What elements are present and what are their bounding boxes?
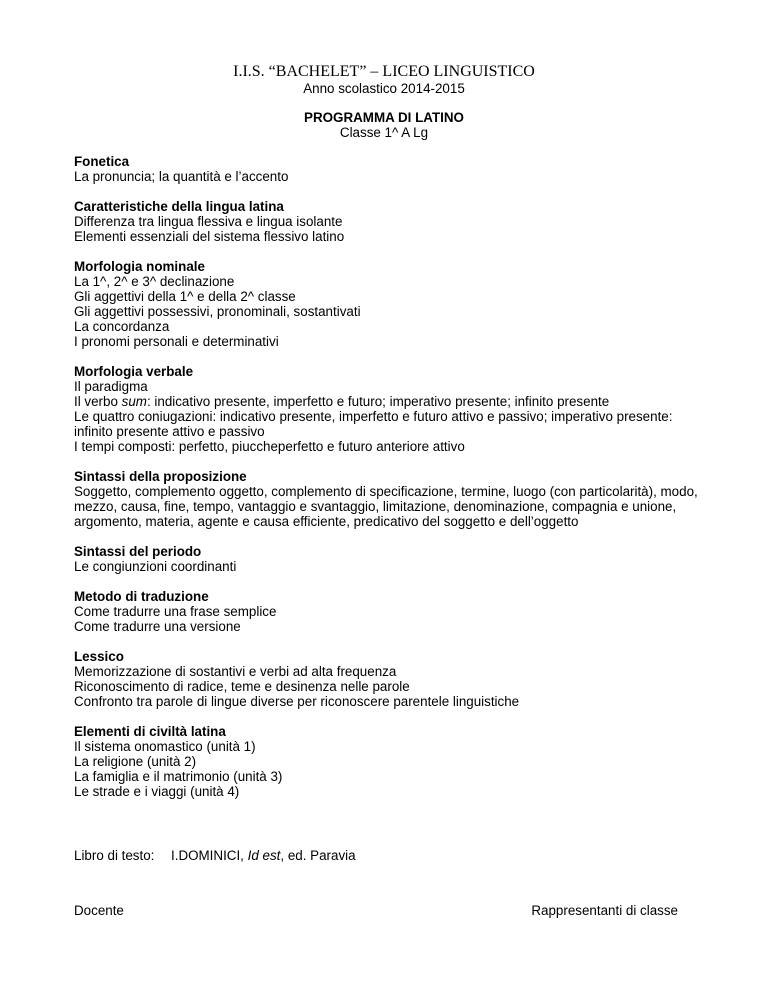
class-line: Classe 1^ A Lg: [339, 125, 429, 140]
section-line: Soggetto, complemento oggetto, complemento di specificazione, termine, luogo (con particolarità), modo, mezzo, causa, fine, tempo, vantaggio e svantaggio, limitazione, denominazione, compagnia e unione, argomento, materia, agente e causa efficiente, predicativo del soggetto e dell’oggetto: [74, 484, 698, 529]
section-line: I pronomi personali e determinativi: [74, 334, 279, 349]
section-civilta-latina: [74, 724, 714, 799]
section-line: Le strade e i viaggi (unità 4): [74, 784, 240, 799]
section-line: La 1^, 2^ e 3^ declinazione: [74, 274, 235, 289]
section-line: Le congiunzioni coordinanti: [74, 559, 237, 574]
section-metodo-traduzione: [74, 589, 714, 634]
program-title: PROGRAMMA DI LATINO: [304, 110, 464, 125]
section-morfologia-nominale: [74, 259, 714, 349]
section-title: Elementi di civiltà latina: [74, 724, 226, 739]
section-line: Il paradigma: [74, 379, 148, 394]
section-title: Lessico: [74, 649, 124, 664]
school-name: I.I.S. “BACHELET” – LICEO LINGUISTICO: [233, 63, 535, 80]
textbook-line: [74, 848, 714, 863]
section-line: Il sistema onomastico (unità 1): [74, 739, 256, 754]
section-line: [74, 394, 714, 409]
program-content: [74, 154, 714, 814]
line-text: Il verbo: [74, 394, 122, 409]
section-line: Come tradurre una versione: [74, 619, 241, 634]
section-title: Metodo di traduzione: [74, 589, 209, 604]
verb-sum: sum: [121, 394, 147, 409]
section-title: Fonetica: [74, 154, 130, 169]
section-line: Come tradurre una frase semplice: [74, 604, 277, 619]
signature-teacher: Docente: [74, 903, 124, 918]
section-line: Gli aggettivi della 1^ e della 2^ classe: [74, 289, 296, 304]
section-line: Confronto tra parole di lingue diverse per riconoscere parentele linguistiche: [74, 694, 520, 709]
section-line: Riconoscimento di radice, teme e desinenza nelle parole: [74, 679, 410, 694]
section-line: I tempi composti: perfetto, piuccheperfetto e futuro anteriore attivo: [74, 439, 465, 454]
section-title: Sintassi del periodo: [74, 544, 202, 559]
section-title: Morfologia verbale: [74, 364, 194, 379]
section-sintassi-proposizione: [74, 469, 714, 529]
textbook-label: Libro di testo:: [74, 848, 155, 863]
section-line: Gli aggettivi possessivi, pronominali, sostantivati: [74, 304, 361, 319]
line-text: : indicativo presente, imperfetto e futuro; imperativo presente; infinito presente: [146, 394, 610, 409]
section-morfologia-verbale: [74, 364, 714, 454]
section-title: Morfologia nominale: [74, 259, 205, 274]
section-line: La famiglia e il matrimonio (unità 3): [74, 769, 283, 784]
textbook-publisher: , ed. Paravia: [280, 848, 356, 863]
school-year: Anno scolastico 2014-2015: [303, 81, 465, 96]
section-fonetica: [74, 154, 714, 184]
section-line: La religione (unità 2): [74, 754, 197, 769]
section-line: Le quattro coniugazioni: indicativo presente, imperfetto e futuro attivo e passivo; imperativo presente: infinito presente attivo e passivo: [74, 409, 673, 439]
textbook-author: I.DOMINICI,: [171, 848, 248, 863]
textbook-title: Id est: [247, 848, 281, 863]
section-title: Sintassi della proposizione: [74, 469, 247, 484]
section-caratteristiche: [74, 199, 714, 244]
section-line: Differenza tra lingua flessiva e lingua isolante: [74, 214, 343, 229]
section-title: Caratteristiche della lingua latina: [74, 199, 284, 214]
signature-representatives: Rappresentanti di classe: [531, 903, 678, 918]
section-line: Memorizzazione di sostantivi e verbi ad alta frequenza: [74, 664, 397, 679]
section-line: La pronuncia; la quantità e l’accento: [74, 169, 289, 184]
section-line: La concordanza: [74, 319, 170, 334]
section-line: Elementi essenziali del sistema flessivo latino: [74, 229, 345, 244]
section-sintassi-periodo: [74, 544, 714, 574]
section-lessico: [74, 649, 714, 709]
